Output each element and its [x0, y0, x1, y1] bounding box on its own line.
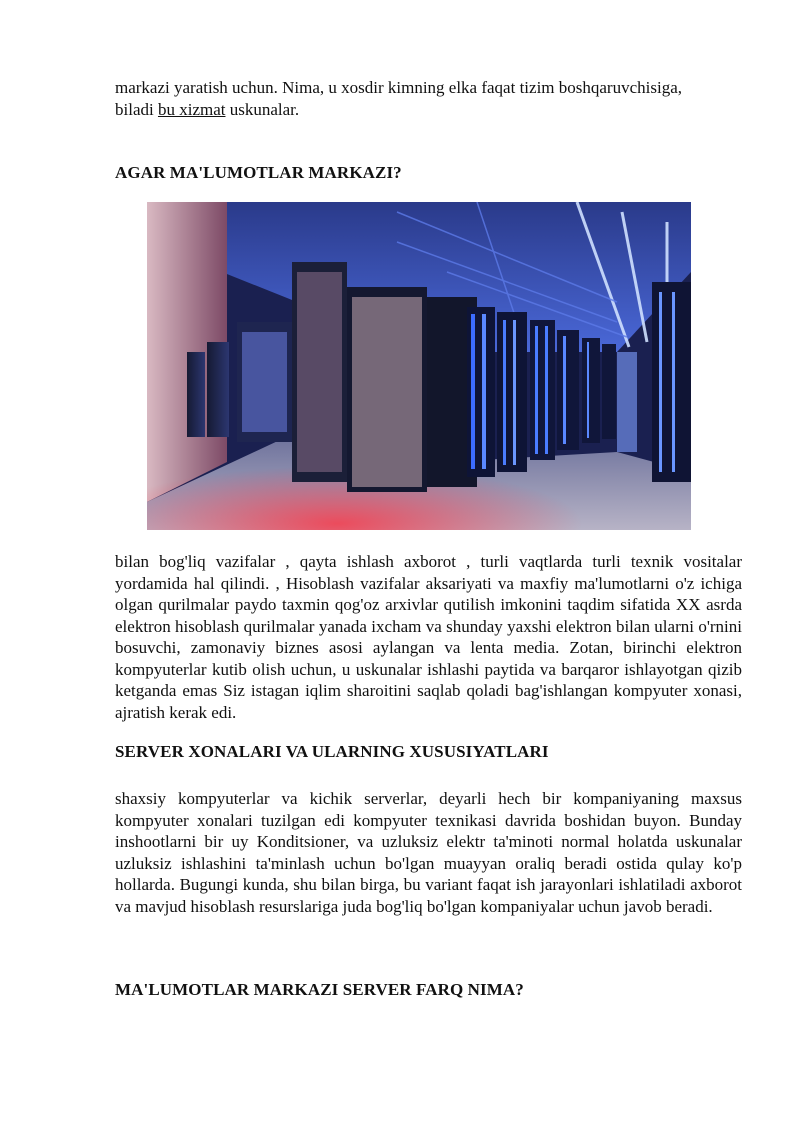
heading-data-center: AGAR MA'LUMOTLAR MARKAZI? — [115, 163, 402, 182]
data-center-photo — [147, 202, 691, 530]
service-link[interactable]: bu xizmat — [157, 99, 226, 119]
paragraph-history: bilan bog'liq vazifalar , qayta ishlash axborot , turli vaqtlarda turli texnik vositalar yordamida hal qilindi. , Hisoblash vazifalar aksariyati va maxfiy ma'lumotlarni o'z ichiga olgan qurilmalar paydo taxmin qog'oz arxivlar qutilish imkonini taqdim sifatida XX asrda elektron hisoblash qurilmalar yanada ixcham va shunday yaxshi elektron bilan ularni o'rnini bosuvchi, zamonaviy biznes asosi aylangan va lenta media. Zotan, birinchi elektron kompyuterlar kutib olish uchun, u uskunalar ishlashi paytida va barqaror ishlayotgan qizib ketganda emas Siz istagan iqlim sharoitini saqlab qoladi bag'ishlangan kompyuter xonasi, ajratish kerak edi. — [115, 552, 742, 722]
paragraph-server-rooms: shaxsiy kompyuterlar va kichik serverlar, deyarli hech bir kompaniyaning maxsus kompyuter xonalari tuzilgan edi kompyuter texnikasi davrida boshidan buyon. Bunday inshootlarni bir uy Konditsioner, va uzluksiz elektr ta'minoti normal holatda uskunalar uzluksiz ishlashini ta'minlash uchun bo'lgan muayyan oraliq beradi ostida qulay ko'p hollarda. Bugungi kunda, shu bilan birga, bu variant faqat ish jarayonlari ishlatiladi axborot va mavjud hisoblash resurslariga juda bog'liq bo'lgan kompaniyalar uchun javob beradi. — [115, 789, 742, 916]
heading-difference: MA'LUMOTLAR MARKAZI SERVER FARQ NIMA? — [115, 980, 524, 999]
heading-server-rooms: SERVER XONALARI VA ULARNING XUSUSIYATLARI — [115, 742, 549, 761]
intro-line-1: markazi yaratish uchun. Nima, u xosdir kimning elka faqat tizim boshqaruvchisiga, — [115, 78, 682, 97]
intro-line-2-start: biladi — [115, 99, 158, 119]
intro-paragraph — [115, 77, 742, 120]
intro-line-2-end: uskunalar. — [225, 99, 300, 119]
